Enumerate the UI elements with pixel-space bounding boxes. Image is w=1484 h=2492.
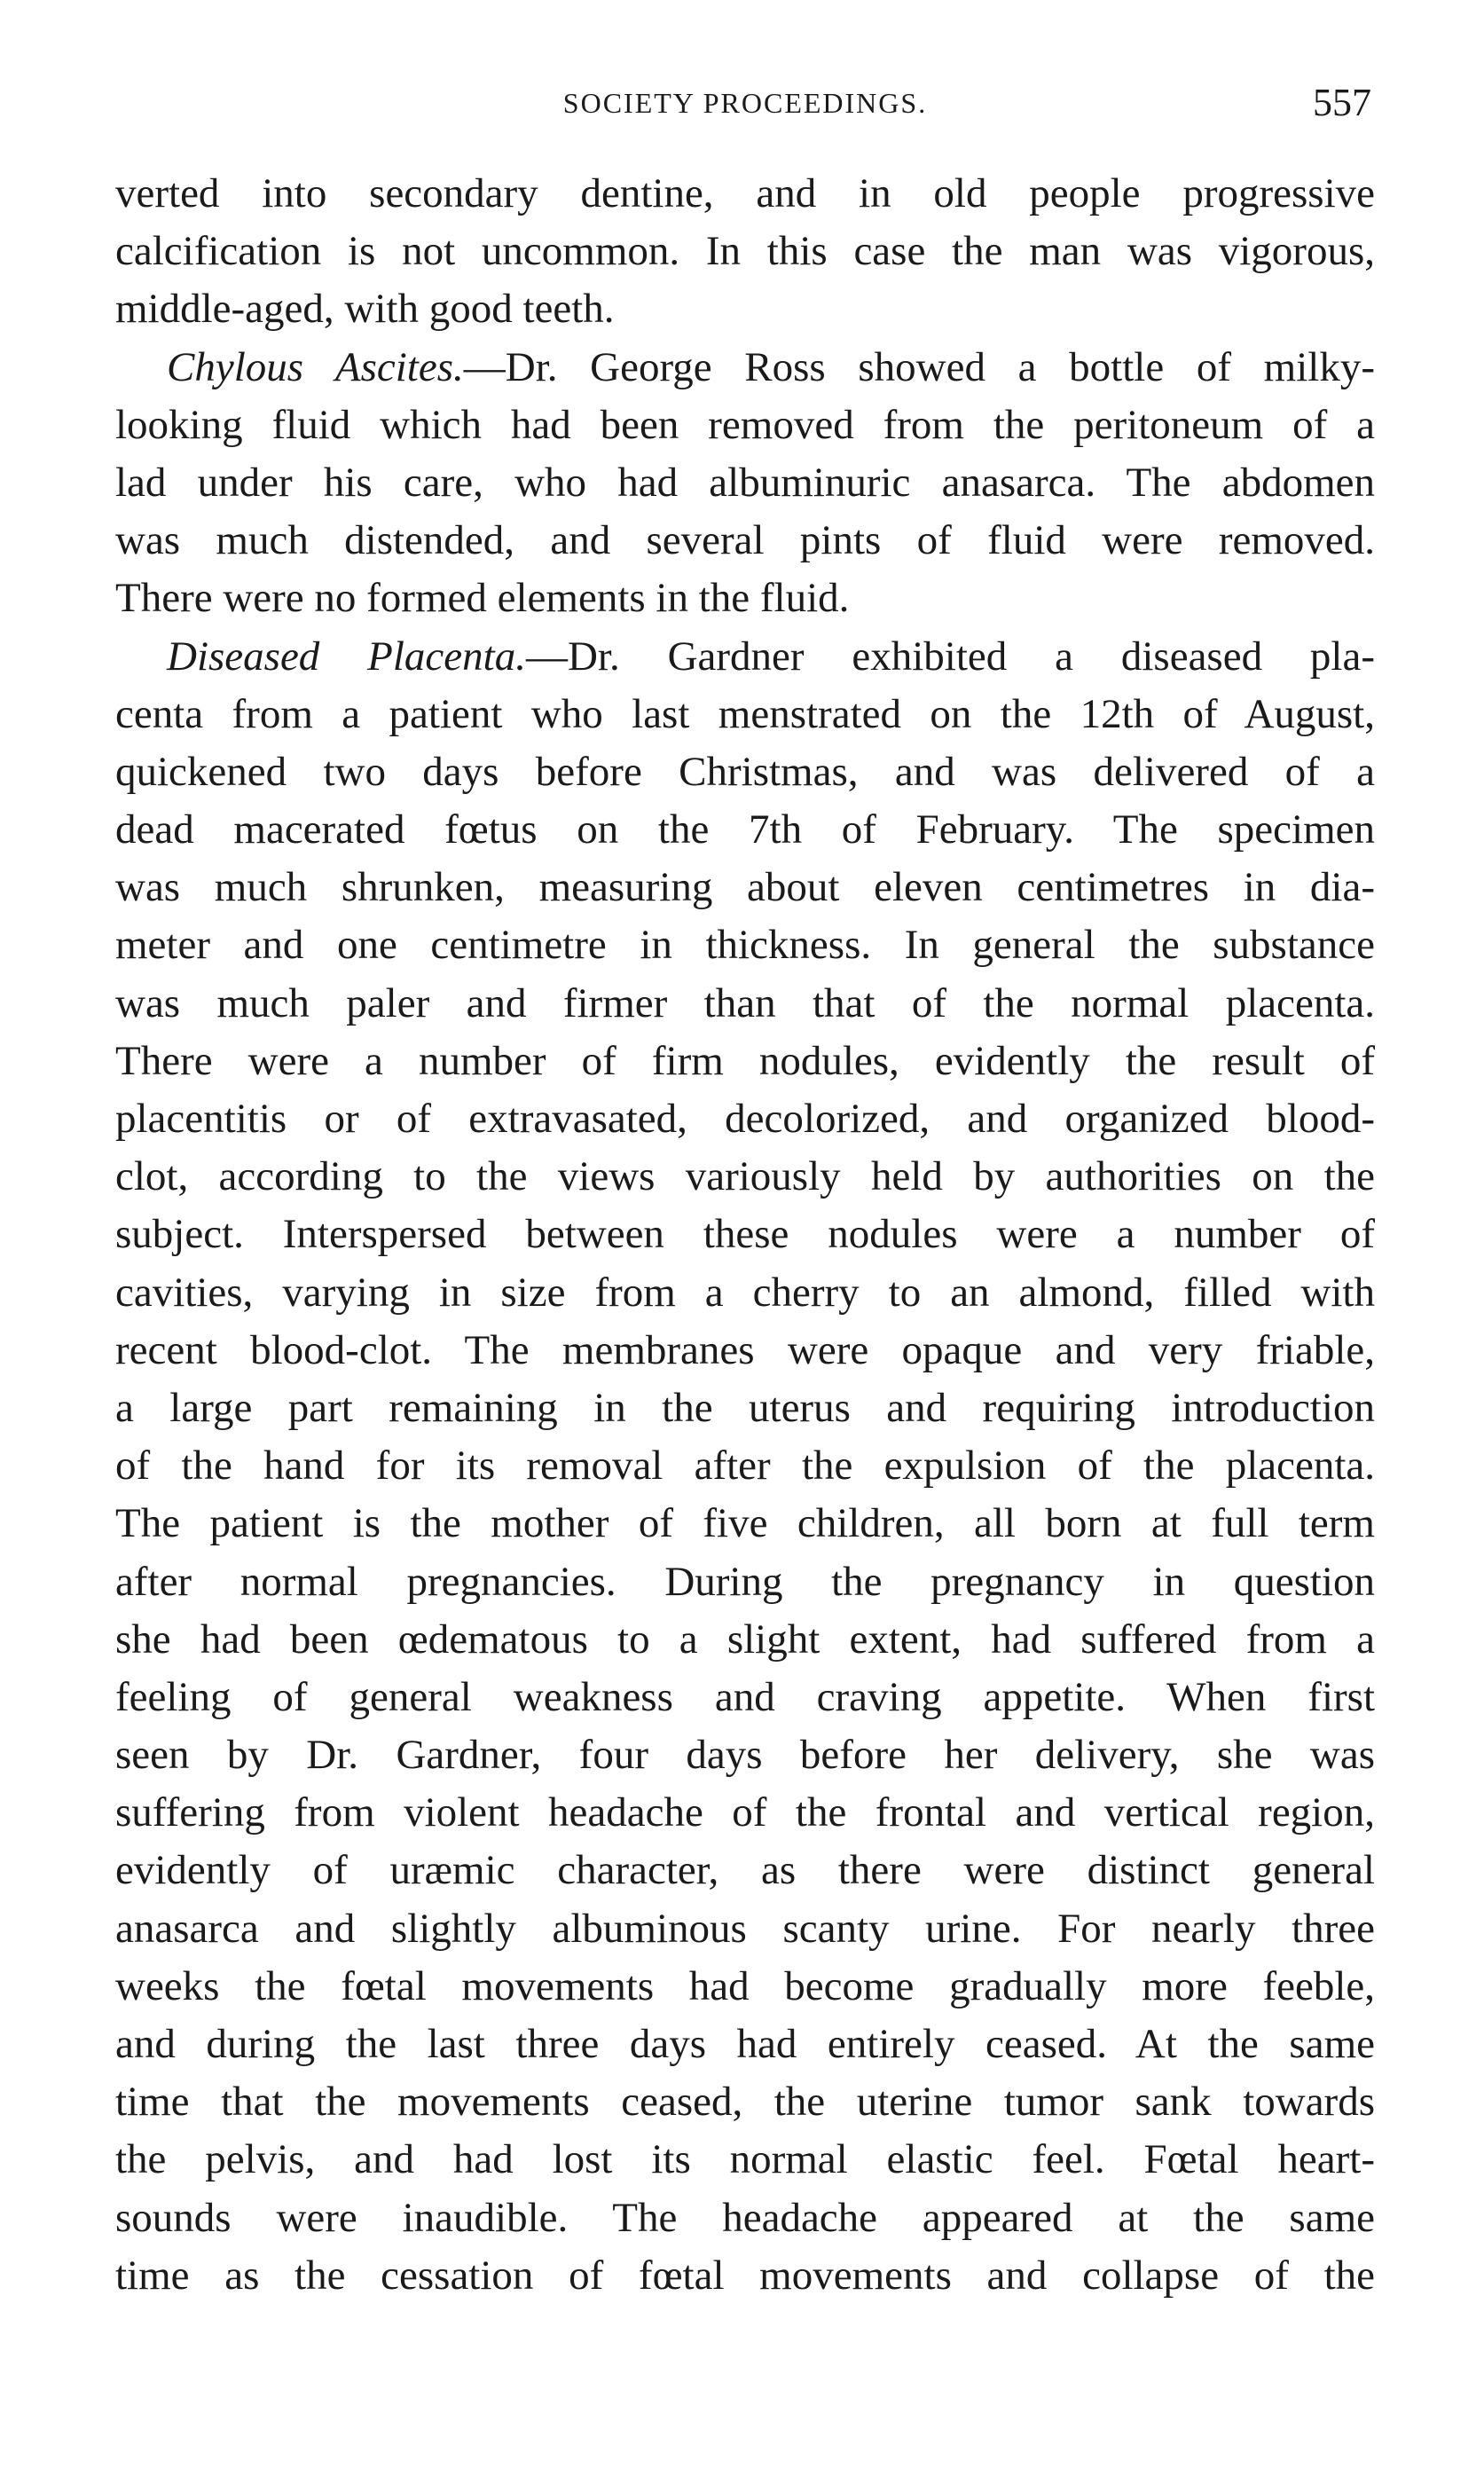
text-line: quickened two days before Christmas, and was delivered of a (115, 748, 1375, 795)
text-line: There were no formed elements in the fluid. (115, 575, 850, 622)
text-line: and during the last three days had entirely ceased. At the same (115, 2021, 1375, 2067)
section-heading-line: Diseased Placenta.—Dr. Gardner exhibited a diseased pla- (167, 633, 1376, 680)
text-line: centa from a patient who last menstrated on the 12th of August, (115, 690, 1375, 737)
text-line: a large part remaining in the uterus and requiring introduction (115, 1384, 1375, 1431)
text-line: she had been œdematous to a slight extent, had suffered from a (115, 1615, 1375, 1663)
text-line: time that the movements ceased, the uterine tumor sank towards (115, 2079, 1375, 2126)
text-line: the pelvis, and had lost its normal elastic feel. Fœtal heart- (115, 2136, 1375, 2183)
text-line: was much paler and firmer than that of the normal placenta. (115, 979, 1375, 1026)
text-line: was much distended, and several pints of fluid were removed. (115, 517, 1375, 564)
text-line: calcification is not uncommon. In this case the man was vigorous, (115, 228, 1375, 275)
text-line: weeks the fœtal movements had become gradually more feeble, (115, 1962, 1375, 2009)
section-heading-diseased-placenta: Diseased Placenta. (167, 633, 526, 680)
text-line: after normal pregnancies. During the pregnancy in question (115, 1558, 1375, 1605)
text-line: suffering from violent headache of the frontal and vertical region, (115, 1789, 1375, 1836)
text-line: clot, according to the views variously held by authorities on the (115, 1153, 1375, 1200)
text-line: verted into secondary dentine, and in old people progressive (115, 170, 1375, 216)
text-line: recent blood-clot. The membranes were opaque and very friable, (115, 1326, 1375, 1373)
text-line: anasarca and slightly albuminous scanty urine. For nearly three (115, 1905, 1375, 1952)
section-heading-line: Chylous Ascites.—Dr. George Ross showed a bottle of milky- (167, 343, 1375, 390)
text-line: The patient is the mother of five children, all born at full term (115, 1500, 1375, 1547)
text-line: was much shrunken, measuring about eleven centimetres in dia- (115, 864, 1375, 911)
text-line: cavities, varying in size from a cherry to an almond, filled with (115, 1269, 1375, 1316)
text-line: placentitis or of extravasated, decolorized, and organized blood- (115, 1096, 1375, 1142)
page-header (115, 78, 1375, 131)
body-text (115, 165, 1375, 2305)
text-line: looking fluid which had been removed from the peritoneum of a (115, 401, 1375, 448)
text-line: of the hand for its removal after the expulsion of the placenta. (115, 1443, 1375, 1490)
text-line: There were a number of firm nodules, evidently the result of (115, 1037, 1375, 1084)
text-line: dead macerated fœtus on the 7th of February. The specimen (115, 806, 1375, 853)
text-line: lad under his care, who had albuminuric anasarca. The abdomen (115, 459, 1375, 506)
text-line: evidently of uræmic character, as there were distinct general (115, 1847, 1375, 1894)
page-number: 557 (1313, 81, 1371, 124)
running-head: SOCIETY PROCEEDINGS. (562, 87, 928, 119)
text-line: middle-aged, with good teeth. (115, 286, 615, 333)
text-line: feeling of general weakness and craving appetite. When first (115, 1673, 1375, 1720)
text-line: time as the cessation of fœtal movements and collapse of the (115, 2252, 1375, 2299)
text-line: seen by Dr. Gardner, four days before her delivery, she was (115, 1732, 1375, 1779)
section-heading-chylous-ascites: Chylous Ascites. (167, 343, 464, 390)
text-line: meter and one centimetre in thickness. In general the substance (115, 922, 1375, 969)
text-line: sounds were inaudible. The headache appeared at the same (115, 2194, 1375, 2241)
text-line: subject. Interspersed between these nodules were a number of (115, 1211, 1375, 1258)
